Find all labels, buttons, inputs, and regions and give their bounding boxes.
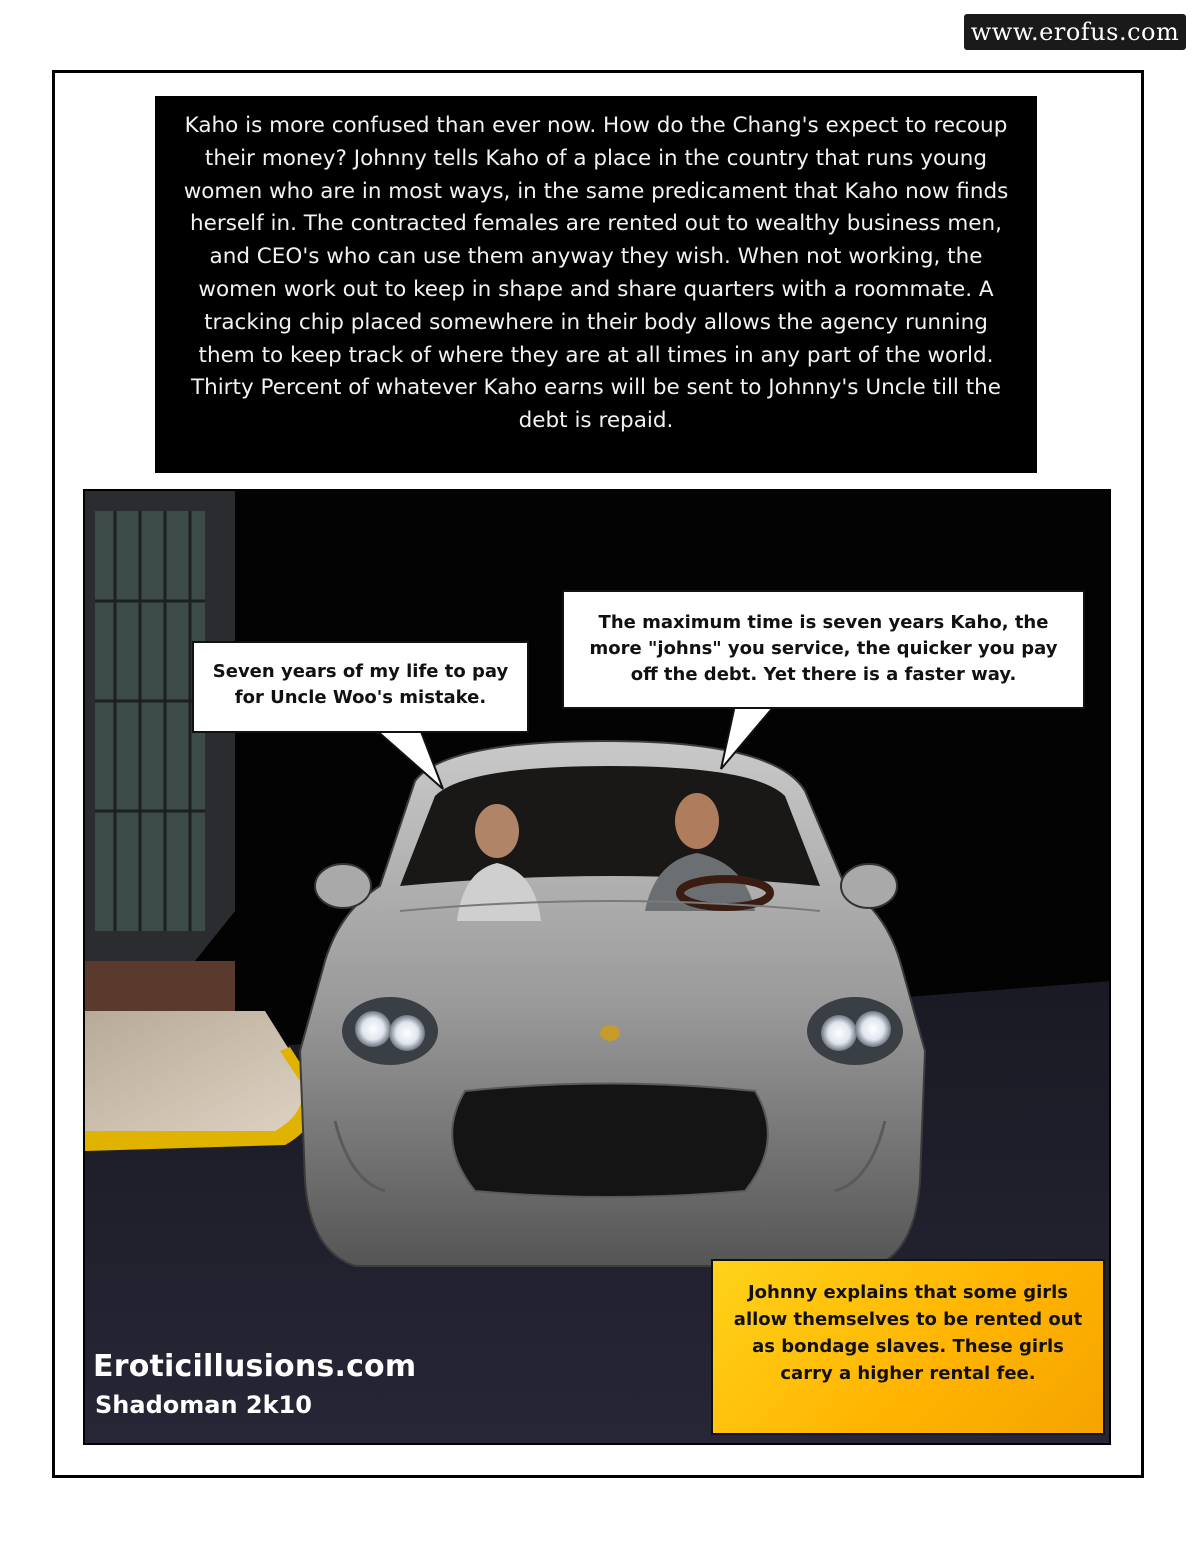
watermark: www.erofus.com xyxy=(964,14,1186,50)
kaho-figure xyxy=(475,804,519,858)
right-mirror xyxy=(841,864,897,908)
speech-bubble-johnny: The maximum time is seven years Kaho, the more "johns" you service, the quicker you pay off the debt. Yet there is a faster way. xyxy=(562,590,1085,709)
narration-box: Kaho is more confused than ever now. How do the Chang's expect to recoup their money? Johnny tells Kaho of a place in the country that runs young women who are in most ways, in the same predicament that Kaho now finds herself in. The contracted females are rented out to wealthy business men, and CEO's who can use them anyway they wish. When not working, the women work out to keep in shape and share quarters with a roommate. A tracking chip placed somewhere in their body allows the agency running them to keep track of where they are at all times in any part of the world. Thirty Percent of whatever Kaho earns will be sent to Johnny's Uncle till the debt is repaid. xyxy=(155,96,1037,473)
car-grille xyxy=(452,1084,768,1198)
left-mirror xyxy=(315,864,371,908)
johnny-figure xyxy=(675,793,719,849)
credit-author: Shadoman 2k10 xyxy=(95,1391,312,1419)
car-badge xyxy=(600,1025,620,1041)
building-steps xyxy=(85,961,235,1011)
credit-site: Eroticillusions.com xyxy=(93,1349,417,1384)
caption-box: Johnny explains that some girls allow themselves to be rented out as bondage slaves. These girls carry a higher rental fee. xyxy=(711,1259,1105,1435)
car-windshield xyxy=(400,766,820,886)
speech-bubble-kaho: Seven years of my life to pay for Uncle Woo's mistake. xyxy=(192,641,529,733)
comic-panel xyxy=(83,489,1111,1445)
